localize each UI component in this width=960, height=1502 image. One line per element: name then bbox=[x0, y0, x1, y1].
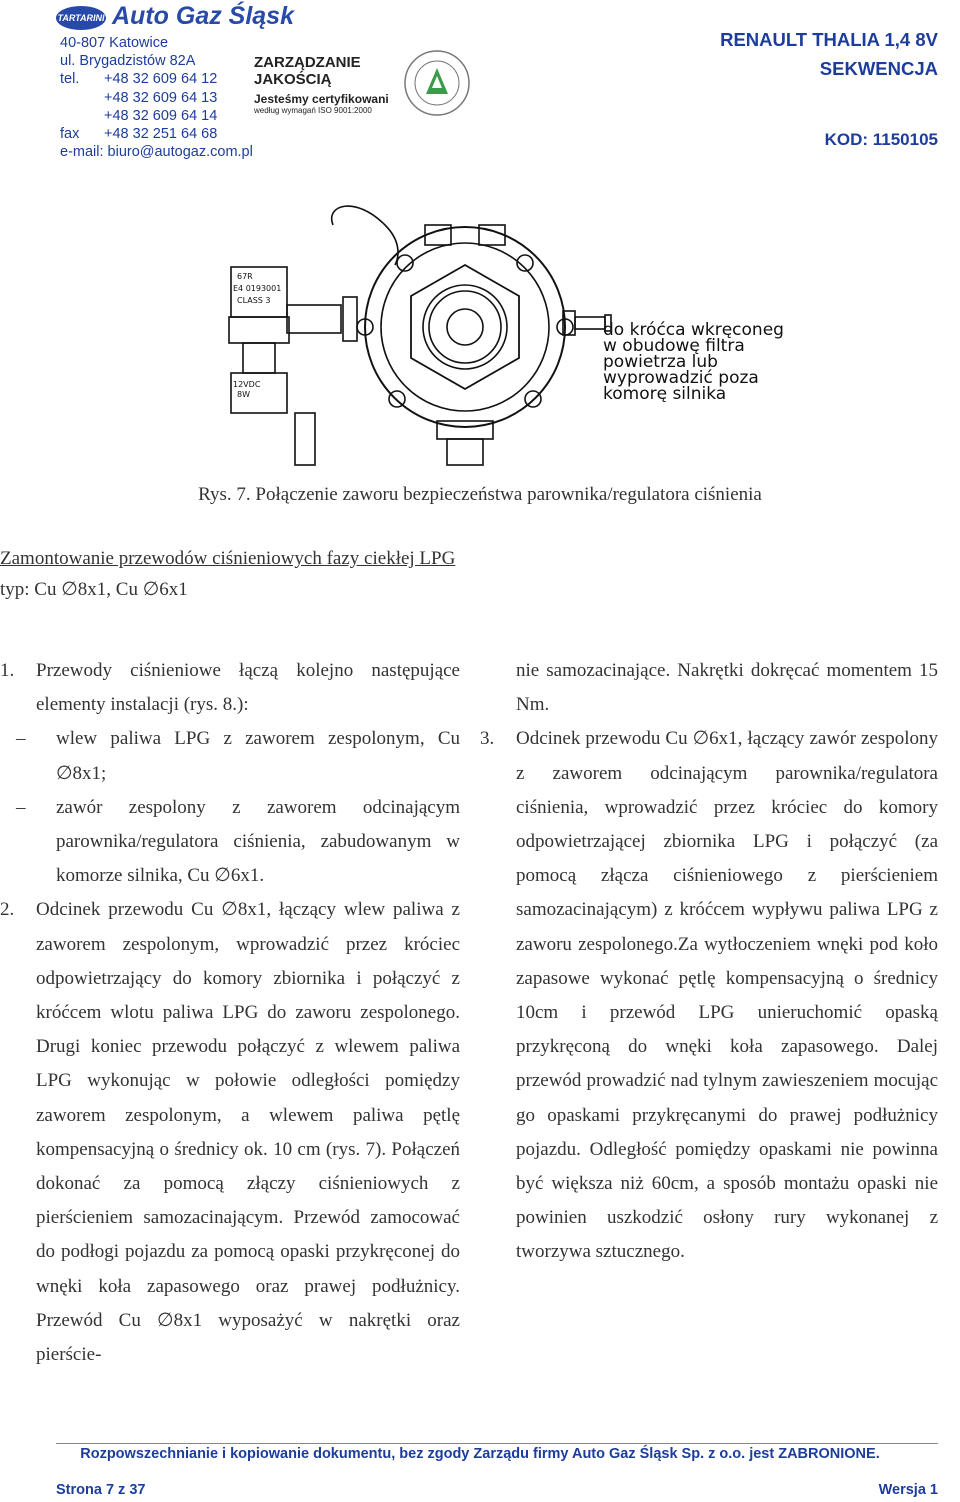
figure-label-line: wyprowadzić poza bbox=[603, 368, 759, 388]
footer-divider bbox=[56, 1443, 938, 1444]
dash-bullet: – bbox=[16, 796, 26, 818]
right-column bbox=[480, 654, 938, 1270]
list-item-text: wlew paliwa LPG z zaworem zespolonym, Cu ∅8x1; bbox=[56, 728, 460, 784]
paragraph-text: nie samozacinające. Nakrętki dokręcać momentem 15 Nm. bbox=[516, 660, 938, 716]
brand-name: Auto Gaz Śląsk bbox=[112, 2, 294, 30]
pipe-types: typ: Cu ∅8x1, Cu ∅6x1 bbox=[0, 579, 188, 600]
list-item bbox=[16, 791, 460, 894]
figure-caption: Rys. 7. Połączenie zaworu bezpieczeństwa parownika/regulatora ciśnienia bbox=[198, 484, 762, 505]
cert-title-1: ZARZĄDZANIE bbox=[254, 54, 361, 71]
phone-label: tel. bbox=[60, 71, 80, 88]
svg-text:12VDC: 12VDC bbox=[233, 380, 261, 389]
figure-label-line: do króćca wkręconego bbox=[603, 320, 785, 340]
svg-text:CLASS 3: CLASS 3 bbox=[237, 296, 271, 305]
phone-label bbox=[60, 89, 104, 107]
item-number: 2. bbox=[0, 899, 15, 921]
phone-number: +48 32 609 64 12 bbox=[104, 71, 218, 88]
iso-certificate bbox=[254, 48, 474, 128]
vehicle-model: RENAULT THALIA 1,4 8V bbox=[720, 29, 938, 50]
figure-label-line: w obudowę filtra bbox=[603, 336, 745, 356]
cert-small: według wymagań ISO 9001:2000 bbox=[254, 106, 372, 115]
document-code: KOD: 1150105 bbox=[824, 130, 938, 149]
figure-label-line: komorę silnika bbox=[603, 384, 727, 404]
svg-text:67R: 67R bbox=[237, 272, 253, 281]
phone-number: +48 32 609 64 14 bbox=[104, 107, 218, 124]
section-title: Zamontowanie przewodów ciśnieniowych fazy ciekłej LPG bbox=[0, 548, 456, 569]
copyright-notice: Rozpowszechnianie i kopiowanie dokumentu, bez zgody Zarządu firmy Auto Gaz Śląsk Sp. z o.o. jest ZABRONIONE. bbox=[80, 1446, 880, 1462]
document-heading bbox=[720, 28, 938, 82]
paragraph-text: Odcinek przewodu Cu ∅6x1, łączący zawór zespolony z zaworem odcinającym parownika/regulatora ciśnienia, wprowadzić przez króciec do komory odpowietrzającej zbiornika LPG i połączyć (za pomocą złącza ciśnieniowego z pierścieniem samozacinającym) z króćcem wypływu paliwa LPG z zaworu zespolonego.Za wytłoczeniem wnęki pod koło zapasowe wykonać pętlę kompensacyjną o średnicy 10cm i przewód LPG unieruchomić opaską przykręconą do wnęki koła zapasowego. Dalej przewód prowadzić nad tylnym zawieszeniem mocując go opaskami przykręcanymi do prawej podłużnicy pojazdu. Odległość pomiędzy opaskami nie powinna być większa niż 60cm, a sposób montażu opaski nie powinien uszkodzić osłony rury wykonanej z tworzywa sztucznego. bbox=[516, 728, 938, 1263]
paragraph-text: Odcinek przewodu Cu ∅8x1, łączący wlew paliwa z zaworem zespolonym, wprowadzić przez króciec odpowietrzający do komory zbiornika i połączyć z króćcem wlotu paliwa LPG do zaworu zespolonego. Drugi koniec przewodu połączyć z wlewem paliwa LPG wykonując w połowie odległości pomiędzy zaworem zespolonym, a wlewem paliwa pętlę kompensacyjną o średnicy ok. 10 cm (rys. 7). Połączeń dokonać za pomocą złączy ciśnieniowych z pierścieniem samozacinającym. Przewód zamocować do podłogi pojazdu za pomocą opaski przykręconej do wnęki koła zapasowego oraz prawej podłużnicy. Przewód Cu ∅8x1 wyposażyć w nakrętki oraz pierście- bbox=[36, 899, 460, 1366]
cert-title-2: JAKOŚCIĄ bbox=[254, 71, 332, 88]
left-column bbox=[0, 654, 460, 1372]
cert-line: Jesteśmy certyfikowani bbox=[254, 92, 389, 106]
certificate-seal-icon bbox=[402, 48, 472, 118]
tartarini-logo-icon: TARTARINI bbox=[56, 6, 106, 30]
address-line: 40-807 Katowice bbox=[60, 35, 169, 51]
svg-text:8W: 8W bbox=[237, 390, 250, 399]
svg-text:E4 0193001: E4 0193001 bbox=[233, 284, 282, 293]
phone-number: +48 32 609 64 13 bbox=[104, 89, 218, 106]
company-brand bbox=[56, 2, 346, 34]
list-item bbox=[16, 722, 460, 790]
regulator-diagram bbox=[225, 185, 785, 475]
dash-bullet: – bbox=[16, 728, 26, 750]
paragraph-1 bbox=[0, 654, 460, 722]
item-number: 3. bbox=[480, 728, 495, 750]
email-line: e-mail: biuro@autogaz.com.pl bbox=[60, 144, 253, 161]
paragraph-3 bbox=[480, 722, 938, 1269]
address-line: ul. Brygadzistów 82A bbox=[60, 53, 196, 70]
list-item-text: zawór zespolony z zaworem odcinającym parownika/regulatora ciśnienia, zabudowanym w komorze silnika, Cu ∅6x1. bbox=[56, 796, 460, 887]
paragraph-continuation bbox=[480, 654, 938, 722]
page-number: Strona 7 z 37 bbox=[56, 1482, 146, 1498]
document-version: Wersja 1 bbox=[878, 1482, 938, 1498]
document-type: SEKWENCJA bbox=[819, 58, 938, 79]
fax-label: fax bbox=[60, 126, 80, 143]
regulator-drawing bbox=[225, 185, 785, 475]
figure-label-line: powietrza lub bbox=[603, 352, 718, 372]
paragraph-text: Przewody ciśnieniowe łączą kolejno następujące elementy instalacji (rys. 8.): bbox=[36, 660, 460, 716]
fax-number: +48 32 251 64 68 bbox=[104, 126, 218, 143]
phone-label bbox=[60, 107, 104, 125]
hose-line bbox=[332, 206, 398, 265]
contact-block bbox=[60, 34, 253, 161]
paragraph-2 bbox=[0, 893, 460, 1372]
item-number: 1. bbox=[0, 660, 15, 681]
